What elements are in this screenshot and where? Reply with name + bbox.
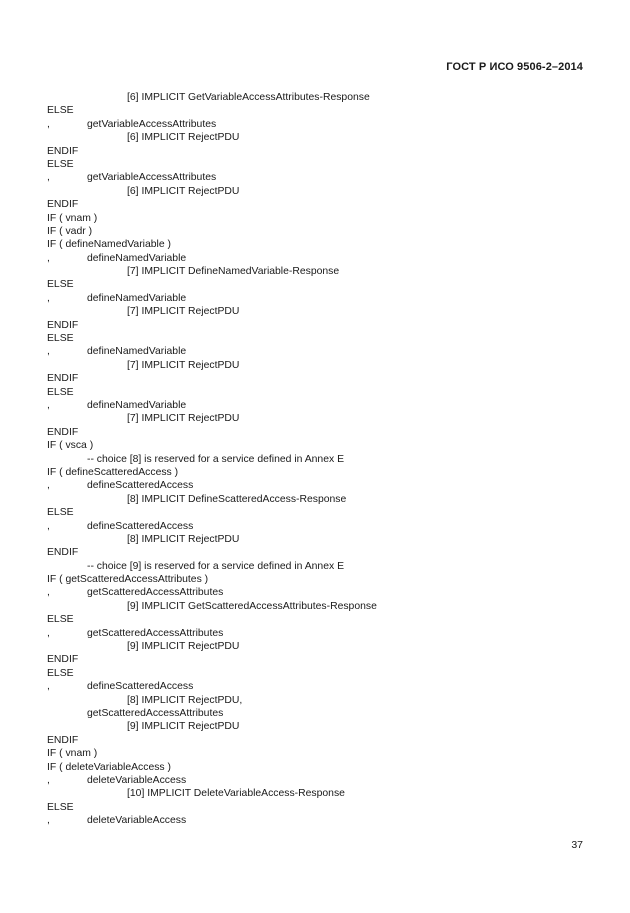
line-separator: ,	[47, 399, 50, 411]
line-separator: ,	[47, 480, 50, 492]
code-line	[0, 278, 630, 291]
line-text: IF ( getScatteredAccessAttributes )	[47, 574, 209, 586]
line-text: ENDIF	[47, 319, 79, 331]
line-text: [9] IMPLICIT GetScatteredAccessAttributes-Response	[127, 600, 377, 612]
line-text: [8] IMPLICIT DefineScatteredAccess-Response	[127, 493, 347, 505]
code-line	[0, 426, 630, 439]
code-line	[0, 225, 630, 238]
line-text: [9] IMPLICIT RejectPDU	[127, 641, 240, 653]
code-line	[0, 506, 630, 519]
code-line	[0, 546, 630, 559]
line-text: deleteVariableAccess	[87, 774, 187, 786]
code-line	[0, 627, 630, 640]
line-separator: ,	[47, 627, 50, 639]
code-line	[0, 185, 630, 198]
line-separator: ,	[47, 172, 50, 184]
code-line	[0, 158, 630, 171]
line-text: deleteVariableAccess	[87, 815, 187, 827]
line-text: [8] IMPLICIT RejectPDU	[127, 533, 240, 545]
code-line	[0, 560, 630, 573]
code-line	[0, 131, 630, 144]
line-text: ENDIF	[47, 654, 79, 666]
line-text: -- choice [8] is reserved for a service defined in Annex E	[87, 453, 345, 465]
line-text: ENDIF	[47, 547, 79, 559]
line-text: [10] IMPLICIT DeleteVariableAccess-Response	[127, 788, 345, 800]
code-line	[0, 720, 630, 733]
line-separator: ,	[47, 252, 50, 264]
code-line	[0, 653, 630, 666]
line-text: getScatteredAccessAttributes	[87, 627, 224, 639]
line-separator: ,	[47, 118, 50, 130]
code-line	[0, 787, 630, 800]
line-text: [7] IMPLICIT DefineNamedVariable-Response	[127, 266, 340, 278]
line-text: defineScatteredAccess	[87, 520, 194, 532]
code-line	[0, 386, 630, 399]
line-text: ELSE	[47, 801, 74, 813]
line-separator: ,	[47, 520, 50, 532]
code-line	[0, 600, 630, 613]
line-text: IF ( vnam )	[47, 748, 98, 760]
line-separator: ,	[47, 815, 50, 827]
code-line	[0, 372, 630, 385]
code-line	[0, 479, 630, 492]
line-text: defineNamedVariable	[87, 252, 187, 264]
code-line	[0, 453, 630, 466]
code-line	[0, 265, 630, 278]
code-line	[0, 774, 630, 787]
line-text: [8] IMPLICIT RejectPDU,	[127, 694, 243, 706]
code-line	[0, 399, 630, 412]
line-text: [6] IMPLICIT GetVariableAccessAttributes-Response	[127, 92, 370, 103]
code-line	[0, 439, 630, 452]
line-text: ELSE	[47, 614, 74, 626]
code-line	[0, 493, 630, 506]
line-text: ENDIF	[47, 373, 79, 385]
line-text: IF ( defineScatteredAccess )	[47, 466, 179, 478]
line-text: IF ( vadr )	[47, 225, 93, 237]
code-line	[0, 801, 630, 814]
code-line	[0, 466, 630, 479]
line-text: -- choice [9] is reserved for a service defined in Annex E	[87, 560, 345, 572]
code-line	[0, 586, 630, 599]
line-separator: ,	[47, 774, 50, 786]
code-line	[0, 747, 630, 760]
line-text: IF ( deleteVariableAccess )	[47, 761, 171, 773]
code-line	[0, 305, 630, 318]
code-line	[0, 332, 630, 345]
line-text: [6] IMPLICIT RejectPDU	[127, 185, 240, 197]
code-line	[0, 118, 630, 131]
code-line	[0, 104, 630, 117]
line-text: ENDIF	[47, 734, 79, 746]
code-line	[0, 533, 630, 546]
line-text: defineNamedVariable	[87, 399, 187, 411]
code-line	[0, 171, 630, 184]
line-text: getScatteredAccessAttributes	[87, 587, 224, 599]
line-text: ELSE	[47, 158, 74, 170]
code-line	[0, 667, 630, 680]
code-line	[0, 145, 630, 158]
line-text: defineNamedVariable	[87, 292, 187, 304]
line-text: ELSE	[47, 507, 74, 519]
code-line	[0, 252, 630, 265]
code-line	[0, 359, 630, 372]
code-line	[0, 412, 630, 425]
line-text: IF ( vnam )	[47, 212, 98, 224]
code-line	[0, 212, 630, 225]
line-text: [9] IMPLICIT RejectPDU	[127, 721, 240, 733]
line-text: [7] IMPLICIT RejectPDU	[127, 306, 240, 318]
code-line	[0, 198, 630, 211]
document-code-header: ГОСТ Р ИСО 9506-2–2014	[446, 61, 583, 73]
line-separator: ,	[47, 681, 50, 693]
line-text: [7] IMPLICIT RejectPDU	[127, 359, 240, 371]
code-line	[0, 814, 630, 827]
line-text: IF ( defineNamedVariable )	[47, 239, 171, 251]
line-separator: ,	[47, 292, 50, 304]
code-line	[0, 680, 630, 693]
line-text: getVariableAccessAttributes	[87, 118, 217, 130]
code-line	[0, 520, 630, 533]
code-line	[0, 640, 630, 653]
line-text: [7] IMPLICIT RejectPDU	[127, 413, 240, 425]
code-line	[0, 707, 630, 720]
line-text: ELSE	[47, 386, 74, 398]
code-line	[0, 573, 630, 586]
line-text: [6] IMPLICIT RejectPDU	[127, 132, 240, 144]
line-separator: ,	[47, 346, 50, 358]
line-separator: ,	[47, 587, 50, 599]
code-line	[0, 734, 630, 747]
line-text: ELSE	[47, 333, 74, 345]
code-line	[0, 761, 630, 774]
line-text: defineScatteredAccess	[87, 480, 194, 492]
line-text: ENDIF	[47, 145, 79, 157]
line-text: ELSE	[47, 105, 74, 117]
line-text: getScatteredAccessAttributes	[87, 707, 224, 719]
line-text: ENDIF	[47, 199, 79, 211]
line-text: ELSE	[47, 279, 74, 291]
code-line	[0, 91, 630, 104]
page-number: 37	[571, 839, 583, 851]
line-text: defineScatteredAccess	[87, 681, 194, 693]
line-text: getVariableAccessAttributes	[87, 172, 217, 184]
asn1-code-listing	[0, 91, 630, 827]
code-line	[0, 694, 630, 707]
code-line	[0, 319, 630, 332]
line-text: defineNamedVariable	[87, 346, 187, 358]
code-line	[0, 345, 630, 358]
line-text: IF ( vsca )	[47, 440, 94, 452]
code-line	[0, 613, 630, 626]
line-text: ENDIF	[47, 426, 79, 438]
code-line	[0, 238, 630, 251]
code-line	[0, 292, 630, 305]
line-text: ELSE	[47, 667, 74, 679]
